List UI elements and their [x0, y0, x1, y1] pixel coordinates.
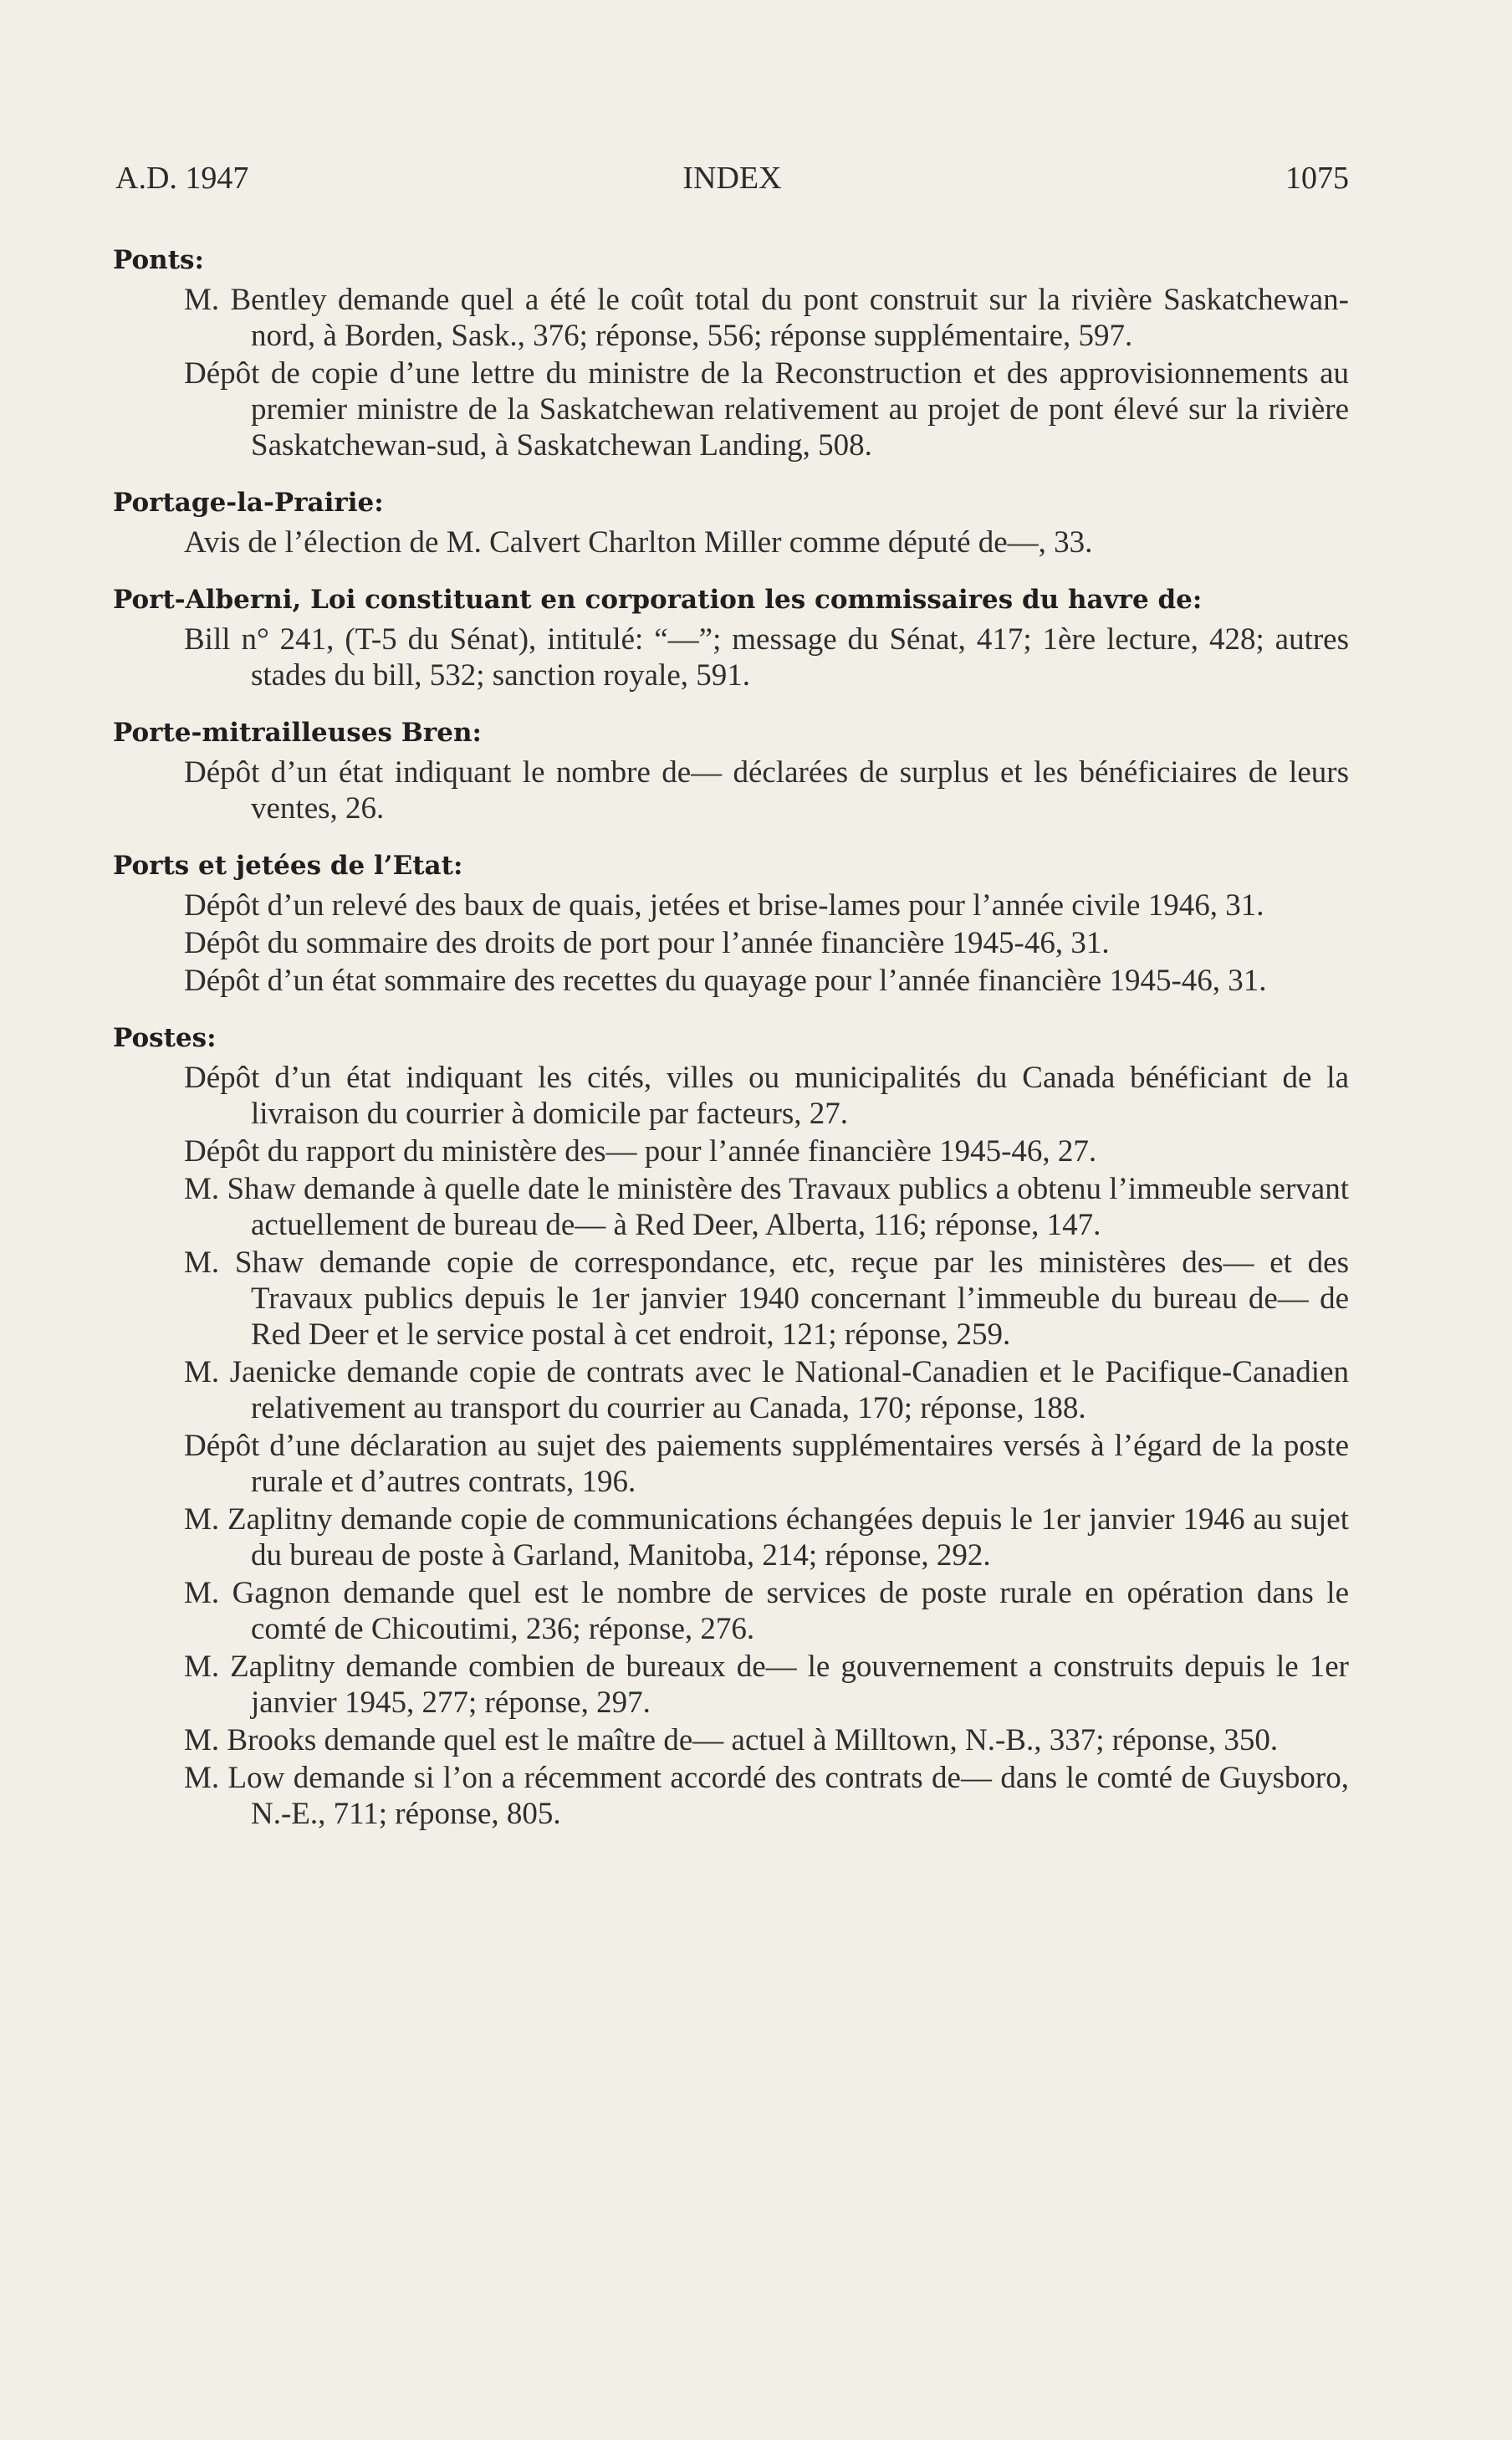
- index-entry: M. Shaw demande copie de correspondance, etc, reçue par les ministères des— et des Travaux publics depuis le 1er janvier 1940 concernant l’immeuble du bureau de— de Red Deer et le service postal à cet endroit, 121; réponse, 259.: [184, 1246, 1349, 1352]
- index-section-porte-mitrailleuses: [113, 715, 1349, 826]
- running-header: [115, 157, 1349, 199]
- header-title: INDEX: [682, 161, 782, 196]
- page-number: 1075: [1285, 161, 1349, 196]
- index-section-portage-la-prairie: [113, 485, 1349, 560]
- header-year: A.D. 1947: [115, 161, 249, 196]
- section-heading: Porte-mitrailleuses Bren:: [113, 718, 482, 748]
- index-entry: M. Shaw demande à quelle date le ministère des Travaux publics a obtenu l’immeuble servant actuellement de bureau de— à Red Deer, Alberta, 116; réponse, 147.: [184, 1172, 1349, 1242]
- index-entry: M. Brooks demande quel est le maître de— actuel à Milltown, N.-B., 337; réponse, 350.: [184, 1723, 1279, 1757]
- index-entry: Dépôt d’un état indiquant les cités, villes ou municipalités du Canada bénéficiant de la livraison du courrier à domicile par facteurs, 27.: [184, 1061, 1349, 1131]
- index-entry: M. Gagnon demande quel est le nombre de services de poste rurale en opération dans le comté de Chicoutimi, 236; réponse, 276.: [184, 1576, 1349, 1646]
- index-entry: M. Zaplitny demande copie de communications échangées depuis le 1er janvier 1946 au sujet du bureau de poste à Garland, Manitoba, 214; réponse, 292.: [184, 1502, 1349, 1573]
- index-entry: Dépôt du rapport du ministère des— pour l’année financière 1945-46, 27.: [184, 1134, 1097, 1169]
- section-heading: Port-Alberni, Loi constituant en corporation les commissaires du havre de:: [113, 585, 1203, 615]
- index-entry: M. Zaplitny demande combien de bureaux de— le gouvernement a construits depuis le 1er janvier 1945, 277; réponse, 297.: [184, 1650, 1349, 1720]
- index-entry: Dépôt d’une déclaration au sujet des paiements supplémentaires versés à l’égard de la poste rurale et d’autres contrats, 196.: [184, 1429, 1349, 1499]
- section-heading: Ports et jetées de l’Etat:: [113, 851, 463, 881]
- section-heading: Postes:: [113, 1023, 217, 1053]
- index-entry: Dépôt d’un état sommaire des recettes du quayage pour l’année financière 1945-46, 31.: [184, 964, 1267, 998]
- section-heading: Ponts:: [113, 245, 204, 275]
- section-heading: Portage-la-Prairie:: [113, 488, 384, 518]
- index-section-ponts: [113, 243, 1349, 463]
- index-entry: Avis de l’élection de M. Calvert Charlton Miller comme député de—, 33.: [184, 525, 1093, 560]
- index-body: [113, 243, 1349, 1854]
- index-section-port-alberni: [113, 582, 1349, 693]
- index-entry: M. Low demande si l’on a récemment accordé des contrats de— dans le comté de Guysboro, N.-E., 711; réponse, 805.: [184, 1761, 1349, 1831]
- index-section-postes: [113, 1021, 1349, 1832]
- index-entry: Dépôt d’un relevé des baux de quais, jetées et brise-lames pour l’année civile 1946, 31.: [184, 888, 1264, 923]
- index-entry: Bill n° 241, (T-5 du Sénat), intitulé: “—”; message du Sénat, 417; 1ère lecture, 428; autres stades du bill, 532; sanction royale, 591.: [184, 622, 1349, 693]
- index-entry: Dépôt du sommaire des droits de port pour l’année financière 1945-46, 31.: [184, 926, 1110, 960]
- index-entry: Dépôt de copie d’une lettre du ministre de la Reconstruction et des approvisionnements au premier ministre de la Saskatchewan relativement au projet de pont élevé sur la rivière Saskatchewan-sud, à Saskatchewan Landing, 508.: [184, 356, 1349, 463]
- index-section-ports-et-jetees: [113, 848, 1349, 999]
- index-entry: M. Bentley demande quel a été le coût total du pont construit sur la rivière Saskatchewan-nord, à Borden, Sask., 376; réponse, 556; réponse supplémentaire, 597.: [184, 283, 1349, 353]
- index-entry: Dépôt d’un état indiquant le nombre de— déclarées de surplus et les bénéficiaires de leurs ventes, 26.: [184, 755, 1349, 826]
- index-entry: M. Jaenicke demande copie de contrats avec le National-Canadien et le Pacifique-Canadien relativement au transport du courrier au Canada, 170; réponse, 188.: [184, 1355, 1349, 1425]
